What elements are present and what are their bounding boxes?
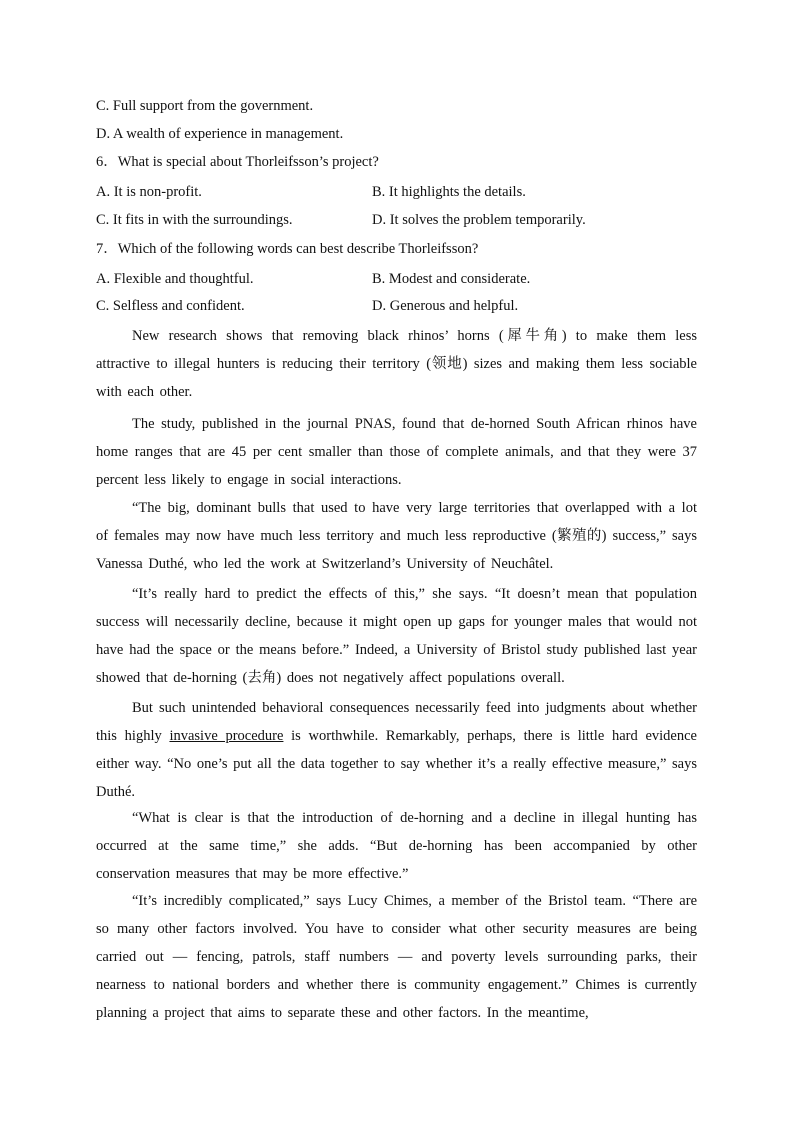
passage-paragraph-2: The study, published in the journal PNAS, found that de-horned South African rhinos have home ranges that are 45 per cent smaller than those of complete animals, and that they were 37 percent less likely to engage in social interactions. bbox=[96, 416, 697, 488]
option-6c: C. It fits in with the surroundings. bbox=[96, 212, 293, 228]
option-6b: B. It highlights the details. bbox=[372, 184, 526, 200]
option-5c: C. Full support from the government. bbox=[96, 98, 314, 114]
paragraph-5-text-start: But such unintended behavioral consequences necessarily feed into judgments about whether this highly bbox=[96, 700, 697, 744]
paragraph-5-text-end: is worthwhile. Remarkably, perhaps, there is little hard evidence either way. “No one’s put all the data together to say whether it’s a really effective measure,” says Duthé. bbox=[96, 728, 697, 800]
option-5d: D. A wealth of experience in management. bbox=[96, 126, 344, 142]
question-6-stem: 6．What is special about Thorleifsson’s project? bbox=[96, 154, 379, 170]
passage-paragraph-3: “The big, dominant bulls that used to have very large territories that overlapped with a lot of females may now have much less territory and much less reproductive (繁殖的) success,” says Vanessa Duthé, who led the work at Switzerland’s University of Neuchâtel. bbox=[96, 500, 697, 572]
question-7-stem: 7．Which of the following words can best describe Thorleifsson? bbox=[96, 241, 479, 257]
option-7d: D. Generous and helpful. bbox=[372, 298, 519, 314]
option-6d: D. It solves the problem temporarily. bbox=[372, 212, 586, 228]
passage-paragraph-4: “It’s really hard to predict the effects of this,” she says. “It doesn’t mean that population success will necessarily decline, because it might open up gaps for younger males that would not have had the space or the means before.” Indeed, a University of Bristol study published last year showed that de-horning (去角) does not negatively affect populations overall. bbox=[96, 586, 697, 686]
option-7a: A. Flexible and thoughtful. bbox=[96, 271, 254, 287]
passage-paragraph-5 bbox=[96, 694, 697, 806]
option-7c: C. Selfless and confident. bbox=[96, 298, 245, 314]
passage-paragraph-6: “What is clear is that the introduction of de-horning and a decline in illegal hunting has occurred at the same time,” she adds. “But de-horning has been accompanied by other conservation measures that may be more effective.” bbox=[96, 810, 697, 882]
passage-paragraph-7: “It’s incredibly complicated,” says Lucy Chimes, a member of the Bristol team. “There are so many other factors involved. You have to consider what other security measures are being carried out — fencing, patrols, staff numbers — and poverty levels surrounding parks, their nearness to national borders and whether there is community engagement.” Chimes is currently planning a project that aims to separate these and other factors. In the meantime, bbox=[96, 893, 697, 1021]
underlined-phrase: invasive procedure bbox=[169, 728, 284, 744]
passage-paragraph-1: New research shows that removing black rhinos’ horns (犀牛角) to make them less attractive to illegal hunters is reducing their territory (领地) sizes and making them less sociable with each other. bbox=[96, 328, 697, 400]
option-7b: B. Modest and considerate. bbox=[372, 271, 531, 287]
option-6a: A. It is non-profit. bbox=[96, 184, 202, 200]
